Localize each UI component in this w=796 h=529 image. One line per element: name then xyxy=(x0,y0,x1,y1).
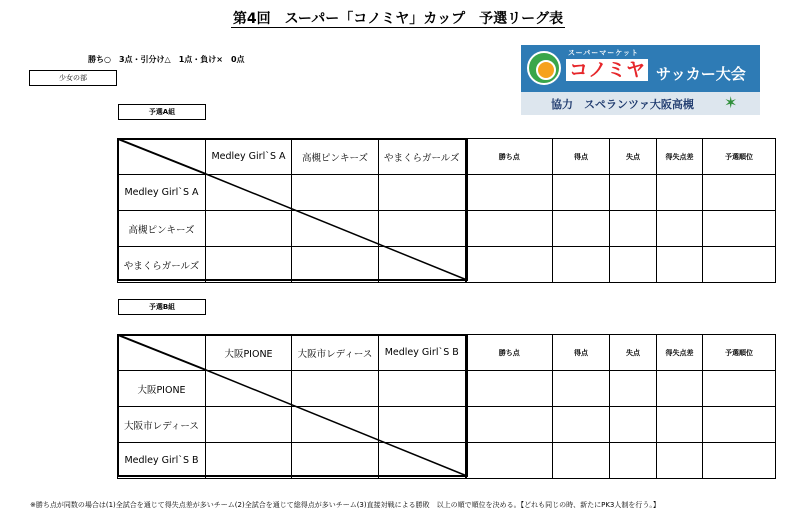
result-cell[interactable] xyxy=(206,247,292,283)
group-b-table xyxy=(117,334,776,479)
stat-cell[interactable] xyxy=(703,175,776,211)
banner-event: サッカー大会 xyxy=(656,65,746,83)
result-cell[interactable] xyxy=(379,175,466,211)
club-emblem-icon: ✶ xyxy=(724,93,738,112)
stat-cell[interactable] xyxy=(610,371,657,407)
col-team: Medley Girl`S B xyxy=(379,335,466,371)
division-label: 少女の部 xyxy=(29,70,117,86)
points-rule: 勝ち○ 3点・引分け△ 1点・負け× 0点 xyxy=(88,55,245,64)
stat-header-points: 勝ち点 xyxy=(466,335,553,371)
row-team: 高槻ピンキーズ xyxy=(118,211,206,247)
stat-cell[interactable] xyxy=(657,211,703,247)
stat-cell[interactable] xyxy=(657,407,703,443)
result-cell[interactable] xyxy=(292,407,379,443)
page-title: 第4回 スーパー「コノミヤ」カップ 予選リーグ表 xyxy=(232,11,564,27)
group-b-label: 予選B組 xyxy=(118,299,206,315)
result-cell[interactable] xyxy=(379,407,466,443)
result-cell[interactable] xyxy=(206,371,292,407)
col-team: 大阪市レディース xyxy=(292,335,379,371)
stat-cell[interactable] xyxy=(553,443,610,479)
stat-cell[interactable] xyxy=(703,443,776,479)
stat-header-rank: 予選順位 xyxy=(703,335,776,371)
banner-brand: コノミヤ xyxy=(566,59,648,81)
row-team: 大阪市レディース xyxy=(118,407,206,443)
stat-header-rank: 予選順位 xyxy=(703,139,776,175)
corner-cell xyxy=(118,335,206,371)
stat-cell[interactable] xyxy=(466,247,553,283)
stat-header-goals-for: 得点 xyxy=(553,139,610,175)
stat-cell[interactable] xyxy=(553,175,610,211)
stat-cell[interactable] xyxy=(610,175,657,211)
result-cell[interactable] xyxy=(292,443,379,479)
result-cell[interactable] xyxy=(206,407,292,443)
result-cell[interactable] xyxy=(292,371,379,407)
stat-cell[interactable] xyxy=(466,443,553,479)
stat-cell[interactable] xyxy=(657,175,703,211)
stat-cell[interactable] xyxy=(703,211,776,247)
stat-header-goal-diff: 得失点差 xyxy=(657,335,703,371)
row-team: Medley Girl`S B xyxy=(118,443,206,479)
sponsor-banner xyxy=(521,45,760,115)
stat-header-goals-against: 失点 xyxy=(610,139,657,175)
soccer-ball-logo-icon xyxy=(527,51,561,85)
stat-cell[interactable] xyxy=(466,371,553,407)
result-cell[interactable] xyxy=(379,211,466,247)
stat-header-goal-diff: 得失点差 xyxy=(657,139,703,175)
stat-cell[interactable] xyxy=(657,443,703,479)
stat-cell[interactable] xyxy=(466,407,553,443)
stat-cell[interactable] xyxy=(703,371,776,407)
result-cell[interactable] xyxy=(379,371,466,407)
corner-cell xyxy=(118,139,206,175)
stat-cell[interactable] xyxy=(610,407,657,443)
result-cell[interactable] xyxy=(206,443,292,479)
stat-cell[interactable] xyxy=(466,211,553,247)
stat-cell[interactable] xyxy=(610,443,657,479)
col-team: やまくらガールズ xyxy=(379,139,466,175)
footnote: ※勝ち点が同数の場合は(1)全試合を通じて得失点差が多いチーム(2)全試合を通じて総得点が多いチーム(3)直接対戦による勝敗 以上の順で順位を決める。【どれも同じの時、新たにPK3人制を行う。】 xyxy=(30,501,660,509)
stat-cell[interactable] xyxy=(553,211,610,247)
group-a-table xyxy=(117,138,776,283)
stat-cell[interactable] xyxy=(553,407,610,443)
result-cell[interactable] xyxy=(206,175,292,211)
result-cell[interactable] xyxy=(292,211,379,247)
col-team: 大阪PIONE xyxy=(206,335,292,371)
stat-cell[interactable] xyxy=(703,407,776,443)
stat-cell[interactable] xyxy=(610,247,657,283)
stat-cell[interactable] xyxy=(610,211,657,247)
stat-header-points: 勝ち点 xyxy=(466,139,553,175)
row-team: やまくらガールズ xyxy=(118,247,206,283)
stat-cell[interactable] xyxy=(553,371,610,407)
row-team: 大阪PIONE xyxy=(118,371,206,407)
stat-cell[interactable] xyxy=(553,247,610,283)
row-team: Medley Girl`S A xyxy=(118,175,206,211)
result-cell[interactable] xyxy=(292,247,379,283)
stat-cell[interactable] xyxy=(466,175,553,211)
result-cell[interactable] xyxy=(292,175,379,211)
result-cell[interactable] xyxy=(379,247,466,283)
banner-supermarket: スーパーマーケット xyxy=(568,49,639,57)
banner-cooperation: 協力 スペランツァ大阪高槻 xyxy=(551,98,694,111)
stat-header-goals-for: 得点 xyxy=(553,335,610,371)
stat-header-goals-against: 失点 xyxy=(610,335,657,371)
stat-cell[interactable] xyxy=(703,247,776,283)
result-cell[interactable] xyxy=(206,211,292,247)
stat-cell[interactable] xyxy=(657,371,703,407)
result-cell[interactable] xyxy=(379,443,466,479)
col-team: Medley Girl`S A xyxy=(206,139,292,175)
col-team: 高槻ピンキーズ xyxy=(292,139,379,175)
group-a-label: 予選A組 xyxy=(118,104,206,120)
stat-cell[interactable] xyxy=(657,247,703,283)
